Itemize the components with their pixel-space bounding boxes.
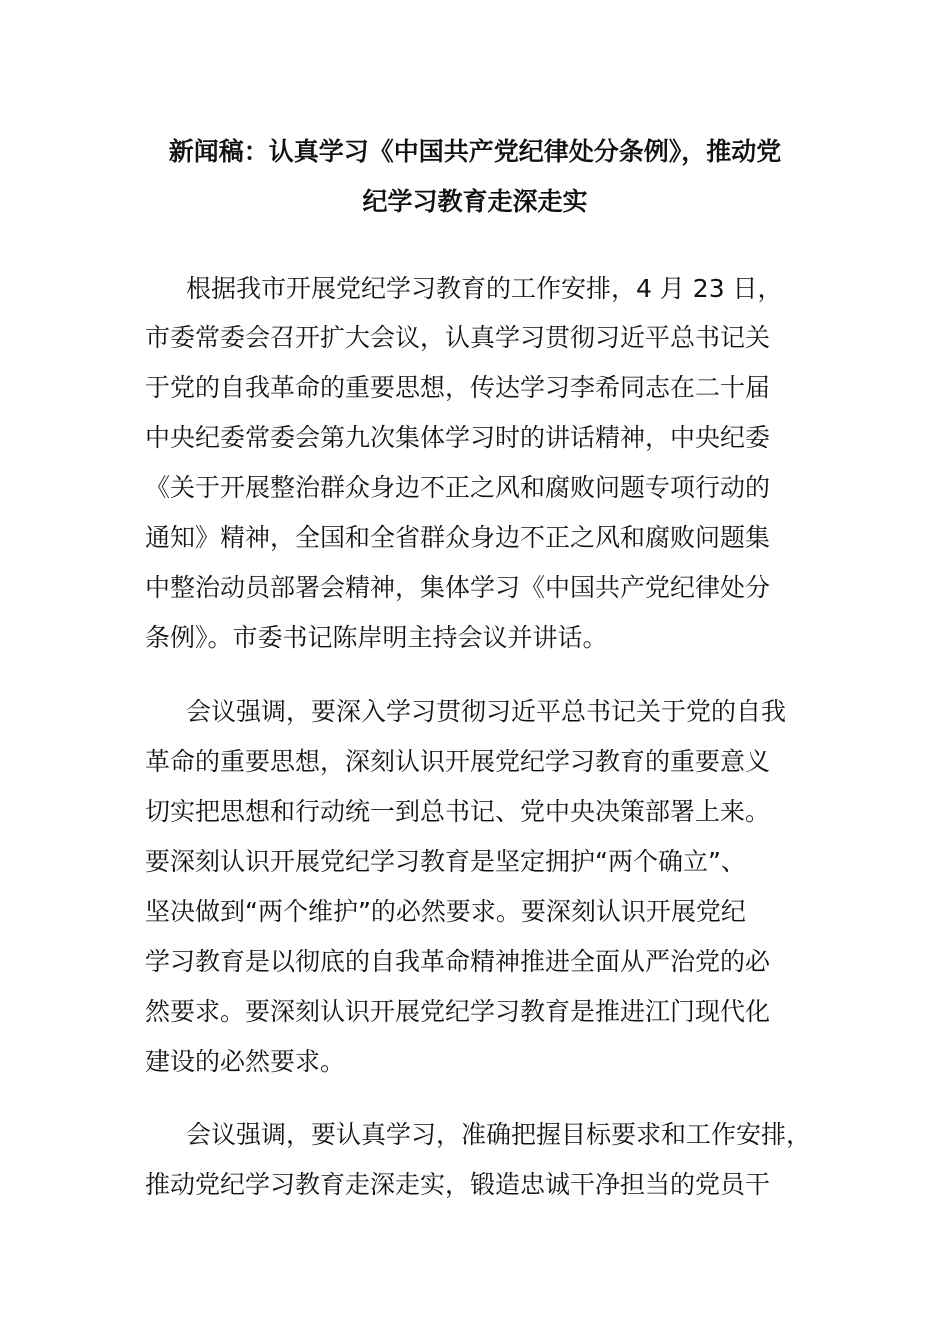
paragraph-1-line-7: 中整治动员部署会精神，集体学习《中国共产党纪律处分 bbox=[145, 573, 771, 602]
paragraph-1-line-3: 于党的自我革命的重要思想，传达学习李希同志在二十届 bbox=[145, 373, 771, 402]
paragraph-1-line-5: 《关于开展整治群众身边不正之风和腐败问题专项行动的 bbox=[145, 473, 771, 502]
paragraph-2-line-8: 建设的必然要求。 bbox=[145, 1047, 346, 1076]
paragraph-1-line-1: 根据我市开展党纪学习教育的工作安排，4 月 23 日， bbox=[186, 274, 783, 303]
paragraph-2-line-3: 切实把思想和行动统一到总书记、党中央决策部署上来。 bbox=[145, 797, 771, 826]
paragraph-1-line-6: 通知》精神，全国和全省群众身边不正之风和腐败问题集 bbox=[145, 523, 771, 552]
paragraph-1-line-2: 市委常委会召开扩大会议，认真学习贯彻习近平总书记关 bbox=[145, 323, 771, 352]
paragraph-2-line-5: 坚决做到“两个维护”的必然要求。要深刻认识开展党纪 bbox=[145, 897, 746, 926]
paragraph-2-line-6: 学习教育是以彻底的自我革命精神推进全面从严治党的必 bbox=[145, 947, 771, 976]
document-title-line-1: 新闻稿：认真学习《中国共产党纪律处分条例》，推动党 bbox=[168, 137, 782, 166]
paragraph-2-line-7: 然要求。要深刻认识开展党纪学习教育是推进江门现代化 bbox=[145, 997, 771, 1026]
paragraph-1-line-8: 条例》。市委书记陈岸明主持会议并讲话。 bbox=[145, 623, 608, 652]
paragraph-2-line-2: 革命的重要思想，深刻认识开展党纪学习教育的重要意义 bbox=[145, 747, 771, 776]
paragraph-2-line-4: 要深刻认识开展党纪学习教育是坚定拥护“两个确立”、 bbox=[145, 847, 746, 876]
paragraph-2-line-1: 会议强调，要深入学习贯彻习近平总书记关于党的自我 bbox=[186, 697, 787, 726]
paragraph-3-line-1: 会议强调，要认真学习，准确把握目标要求和工作安排， bbox=[186, 1120, 812, 1149]
paragraph-1-line-4: 中央纪委常委会第九次集体学习时的讲话精神，中央纪委 bbox=[145, 423, 771, 452]
document-title-line-2: 纪学习教育走深走实 bbox=[362, 187, 588, 216]
paragraph-3-line-2: 推动党纪学习教育走深走实，锻造忠诚干净担当的党员干 bbox=[145, 1170, 771, 1199]
